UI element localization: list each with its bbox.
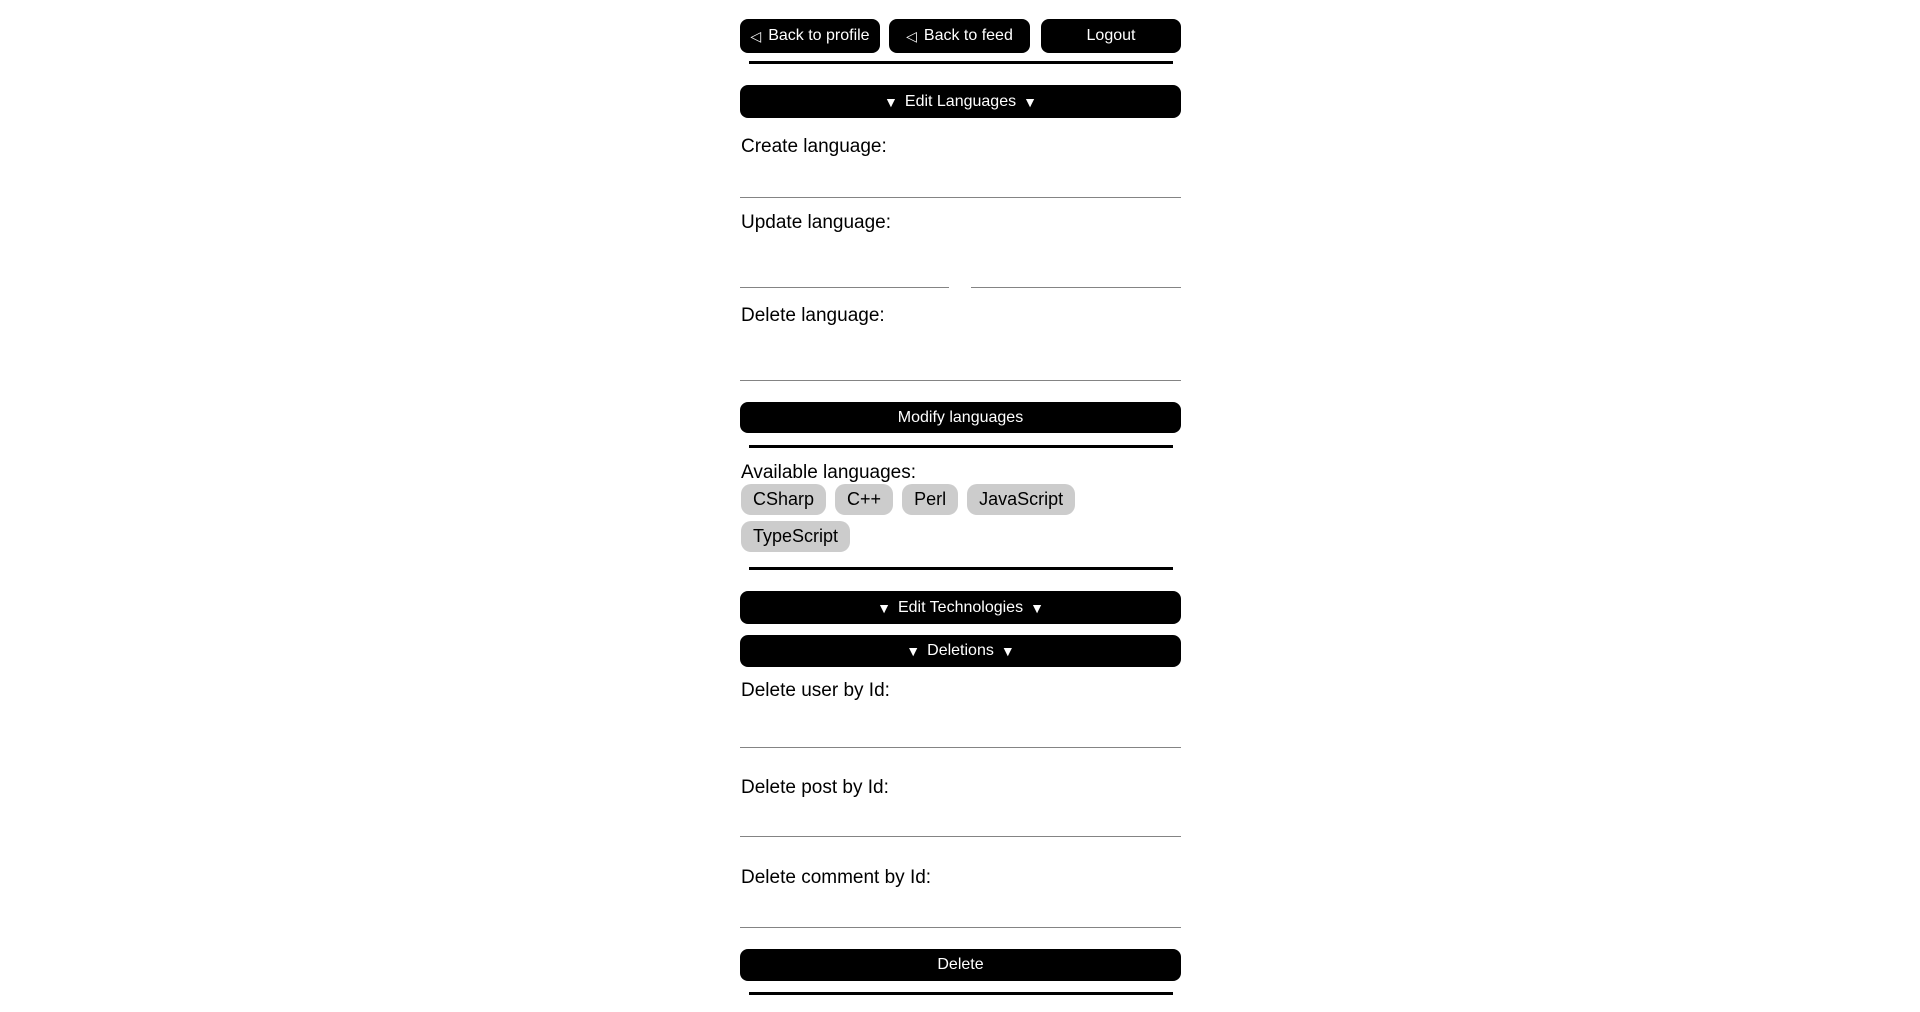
admin-panel-column	[740, 0, 1181, 1012]
delete-post-by-id-label: Delete post by Id:	[741, 777, 889, 798]
caret-down-icon: ▼	[1023, 93, 1037, 110]
logout-label: Logout	[1086, 27, 1136, 44]
edit-languages-toggle[interactable]	[740, 85, 1181, 118]
create-language-input[interactable]	[740, 159, 1181, 198]
language-chip[interactable]: C++	[835, 484, 893, 515]
language-chip[interactable]: TypeScript	[741, 521, 850, 552]
delete-button[interactable]	[740, 949, 1181, 981]
divider	[749, 567, 1173, 570]
create-language-label: Create language:	[741, 136, 887, 157]
edit-technologies-label: Edit Technologies	[897, 598, 1024, 616]
back-triangle-icon: ◁	[906, 27, 917, 44]
divider	[749, 445, 1173, 448]
delete-comment-by-id-input[interactable]	[740, 889, 1181, 928]
edit-technologies-toggle[interactable]	[740, 591, 1181, 624]
update-language-old-input[interactable]	[740, 249, 949, 288]
language-chip[interactable]: Perl	[902, 484, 958, 515]
divider	[749, 992, 1173, 995]
available-languages-label: Available languages:	[741, 462, 917, 483]
back-to-profile-label: Back to profile	[768, 27, 870, 44]
back-to-feed-label: Back to feed	[923, 27, 1013, 44]
delete-language-label: Delete language:	[741, 305, 885, 326]
back-to-feed-button[interactable]	[889, 19, 1030, 53]
delete-user-by-id-input[interactable]	[740, 709, 1181, 748]
caret-down-icon: ▼	[884, 93, 898, 110]
delete-post-by-id-input[interactable]	[740, 798, 1181, 837]
delete-user-by-id-label: Delete user by Id:	[741, 680, 890, 701]
available-languages-list	[741, 484, 1181, 552]
back-to-profile-button[interactable]	[740, 19, 880, 53]
caret-down-icon: ▼	[906, 643, 921, 659]
caret-down-icon: ▼	[1000, 643, 1015, 659]
modify-languages-button[interactable]	[740, 402, 1181, 433]
language-chip[interactable]: JavaScript	[967, 484, 1075, 515]
delete-comment-by-id-label: Delete comment by Id:	[741, 867, 932, 888]
logout-button[interactable]	[1041, 19, 1181, 53]
update-language-new-input[interactable]	[971, 249, 1181, 288]
deletions-toggle[interactable]	[740, 635, 1181, 667]
edit-languages-label: Edit Languages	[904, 92, 1017, 110]
caret-down-icon: ▼	[1030, 599, 1044, 616]
language-chip[interactable]: CSharp	[741, 484, 826, 515]
update-language-label: Update language:	[741, 212, 892, 233]
divider	[749, 61, 1173, 64]
delete-language-input[interactable]	[740, 342, 1181, 381]
caret-down-icon: ▼	[877, 599, 891, 616]
modify-languages-label: Modify languages	[897, 408, 1024, 426]
deletions-label: Deletions	[927, 642, 994, 659]
back-triangle-icon: ◁	[750, 27, 762, 44]
delete-label: Delete	[937, 956, 984, 973]
